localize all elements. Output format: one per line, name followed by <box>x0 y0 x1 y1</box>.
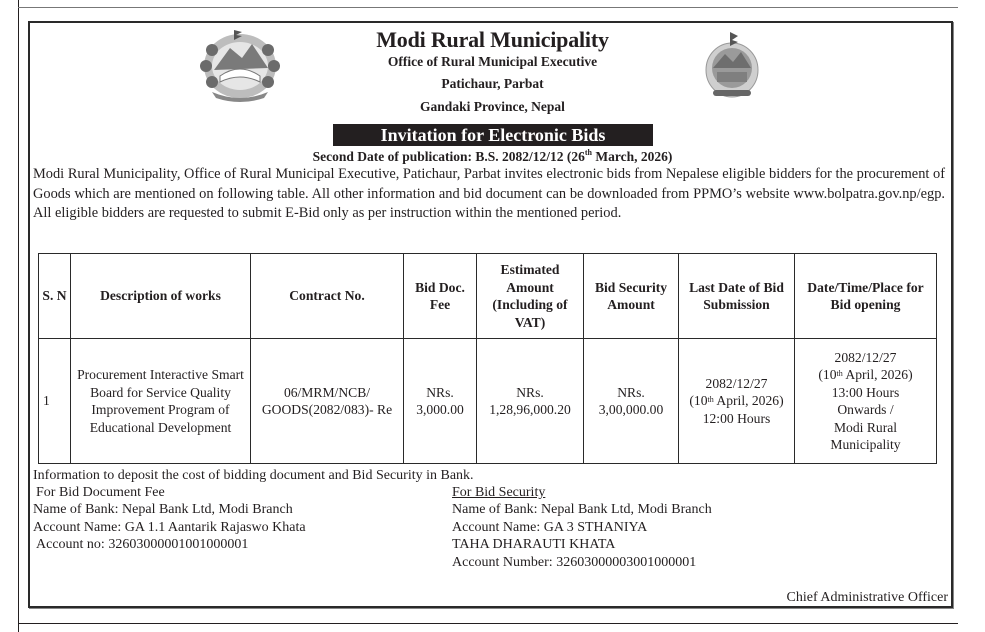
intro-paragraph: Modi Rural Municipality, Office of Rural Municipal Executive, Patichaur, Parbat invites electronic bids from Nepalese eligible bidders for the procurement of Goods which are mentioned on following table. All other information and bid document can be downloaded from PPMO’s website www.bolpatra.gov.np/egp. All eligible bidders are requested to submit E-Bid only as per instruction within the mentioned period. <box>33 166 945 222</box>
cell-bid-doc-fee: NRs. 3,000.00 <box>404 339 477 464</box>
table-header-row <box>39 254 937 339</box>
cell-sn: 1 <box>39 339 71 464</box>
publication-date: Second Date of publication: B.S. 2082/12/12 (26th March, 2026) <box>312 148 673 164</box>
bids-table <box>38 253 937 464</box>
notice-banner: Invitation for Electronic Bids <box>333 124 653 146</box>
cell-bid-security: NRs. 3,00,000.00 <box>584 339 679 464</box>
bid-doc-fee-bank-info <box>33 484 306 554</box>
col-last-date: Last Date of Bid Submission <box>679 254 795 339</box>
office-address: Patichaur, Parbat <box>441 76 544 91</box>
bid-security-account-no: Account Number: 32603000003001000001 <box>452 554 697 570</box>
bid-security-bank-name: Name of Bank: Nepal Bank Ltd, Modi Branch <box>452 502 712 518</box>
municipality-title: Modi Rural Municipality <box>376 27 609 52</box>
col-contract-no: Contract No. <box>251 254 404 339</box>
bid-security-heading: For Bid Security <box>452 485 546 500</box>
table-row <box>39 339 937 464</box>
page-bottom-rule <box>18 623 958 624</box>
page-top-rule <box>18 7 958 8</box>
col-bid-opening: Date/Time/Place for Bid opening <box>795 254 937 339</box>
cell-contract-no: 06/MRM/NCB/ GOODS(2082/083)- Re <box>251 339 404 464</box>
bid-doc-fee-account-name: Account Name: GA 1.1 Aantarik Rajaswo Khata <box>33 519 306 535</box>
signatory-title: Chief Administrative Officer <box>786 590 948 605</box>
cell-bid-opening: 2082/12/27 (10th April, 2026) 13:00 Hours Onwards / Modi Rural Municipality <box>795 339 937 464</box>
col-sn: S. N <box>39 254 71 339</box>
bid-doc-fee-bank-name: Name of Bank: Nepal Bank Ltd, Modi Branch <box>33 502 293 518</box>
office-name: Office of Rural Municipal Executive <box>387 54 598 69</box>
page-left-rule <box>18 0 19 632</box>
province-name: Gandaki Province, Nepal <box>420 99 565 114</box>
cell-estimated-amount: NRs. 1,28,96,000.20 <box>477 339 584 464</box>
col-estimated-amount: Estimated Amount (Including of VAT) <box>477 254 584 339</box>
col-description: Description of works <box>71 254 251 339</box>
bank-info-intro: Information to deposit the cost of bidding document and Bid Security in Bank. <box>33 468 474 483</box>
col-bid-security: Bid Security Amount <box>584 254 679 339</box>
bid-security-bank-info <box>452 484 712 571</box>
bid-security-account-name-cont: TAHA DHARAUTI KHATA <box>452 537 616 553</box>
cell-description: Procurement Interactive Smart Board for Service Quality Improvement Program of Educational Development <box>71 339 251 464</box>
bid-doc-fee-heading: For Bid Document Fee <box>36 485 165 500</box>
bid-doc-fee-account-no: Account no: 32603000001001000001 <box>36 537 249 553</box>
bid-security-account-name: Account Name: GA 3 STHANIYA <box>452 519 648 535</box>
col-bid-doc-fee: Bid Doc. Fee <box>404 254 477 339</box>
cell-last-date: 2082/12/27 (10th April, 2026) 12:00 Hours <box>679 339 795 464</box>
